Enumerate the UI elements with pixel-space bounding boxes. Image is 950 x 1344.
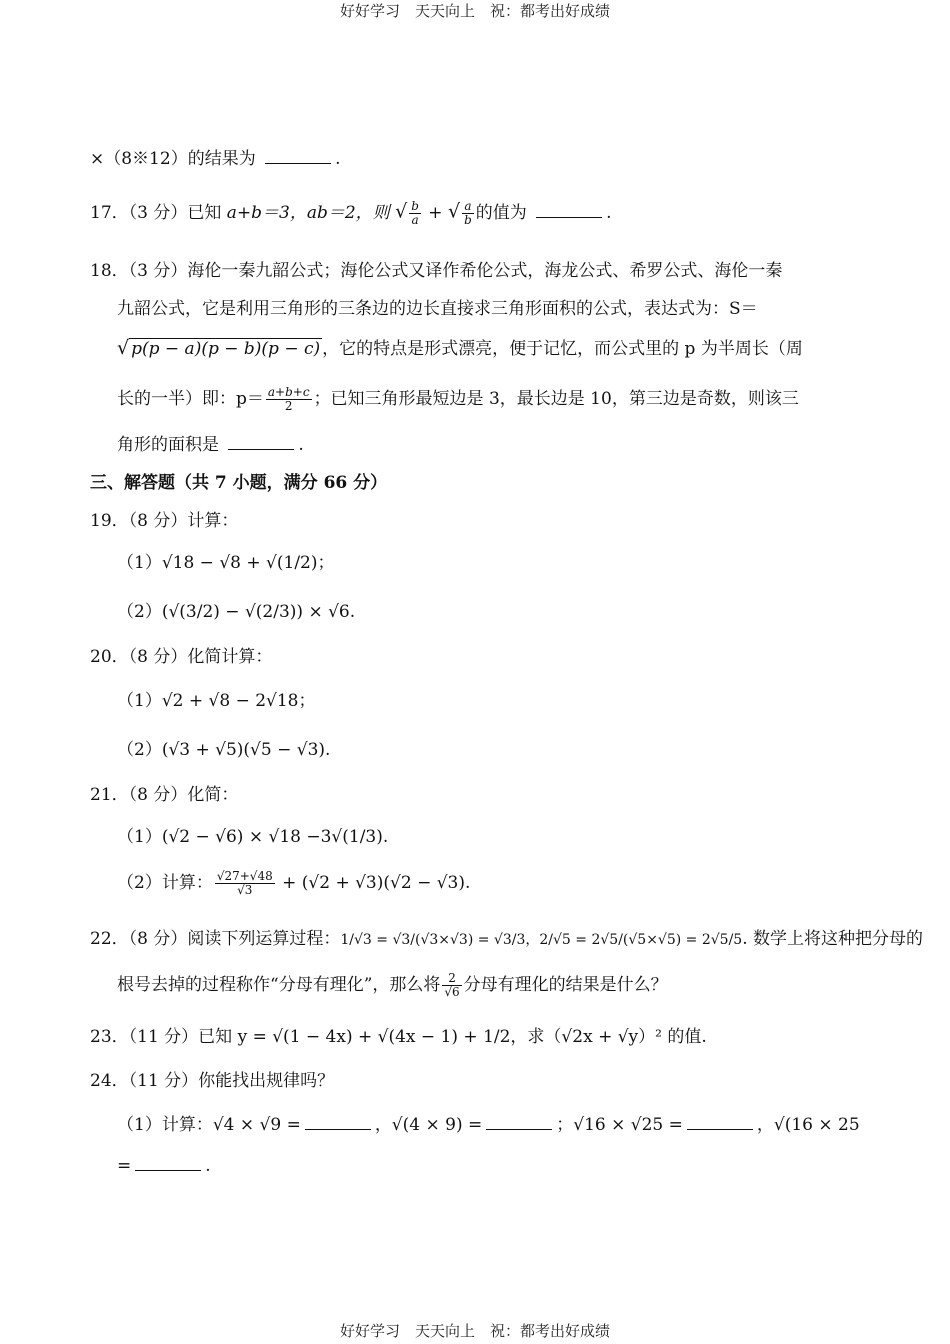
question-18-line-4: 长的一半）即：p＝ $\frac{a+b+c}{2}$ ；已知三角形最短边是 3，最长边是 10，第三边是奇数，则该三 bbox=[117, 385, 799, 413]
question-20-part-2: （2）(√3 + √5)(√5 − √3). bbox=[117, 740, 331, 760]
question-21-title: 21．（8 分）化简： bbox=[90, 785, 239, 805]
sqrt-b-over-a: √ $\frac{b}{a}$ bbox=[395, 199, 419, 227]
question-24-part-1: （1）计算：√4 × √9 = ，√(4 × 9) = ；√16 × √25 = ，√(16 × 25 bbox=[117, 1115, 860, 1135]
answer-blank[interactable] bbox=[305, 1115, 371, 1130]
question-22-line-1: 22．（8 分）阅读下列运算过程：1/√3 = √3/(√3×√3) = √3/3，2/√5 = 2√5/(√5×√5) = 2√5/5. 数学上将这种把分母的 bbox=[90, 929, 924, 949]
question-21-part-1: （1）(√2 − √6) × √18 −3√(1/3). bbox=[117, 827, 389, 847]
page-header: 好好学习 天天向上 祝：都考出好成绩 bbox=[339, 2, 610, 20]
radical-fraction: $\frac{√27+√48}{√3}$ bbox=[216, 869, 273, 897]
question-22-line-2: 根号去掉的过程称作“分母有理化”，那么将 $\frac{2}{√6}$ 分母有理化的结果是什么？ bbox=[117, 971, 668, 999]
answer-blank[interactable] bbox=[687, 1115, 753, 1130]
heron-formula: √ p(p − a)(p − b)(p − c) bbox=[117, 337, 321, 359]
question-20-part-1: （1）√2 + √8 − 2√18； bbox=[117, 691, 316, 711]
answer-blank[interactable] bbox=[135, 1156, 201, 1171]
question-17: 17．（3 分）已知 a+b＝3，ab＝2，则 √ $\frac{b}{a}$ + √ $\frac{a}{b}$ 的值为 . bbox=[90, 199, 612, 227]
question-19-part-2: （2）(√(3/2) − √(2/3)) × √6. bbox=[117, 602, 356, 622]
rationalization-example: 1/√3 = √3/(√3×√3) = √3/3，2/√5 = 2√5/(√5×√5) = 2√5/5 bbox=[340, 932, 743, 948]
question-19-title: 19．（8 分）计算： bbox=[90, 511, 239, 531]
question-23: 23．（11 分）已知 y = √(1 − 4x) + √(4x − 1) + 1/2，求（√2x + √y）² 的值. bbox=[90, 1027, 707, 1047]
question-21-part-2: （2）计算： $\frac{√27+√48}{√3}$ + (√2 + √3)(√2 − √3). bbox=[117, 869, 471, 897]
question-24-title: 24．（11 分）你能找出规律吗？ bbox=[90, 1071, 335, 1091]
answer-blank[interactable] bbox=[228, 435, 294, 450]
question-18-line-1: 18．（3 分）海伦一秦九韶公式；海伦公式又译作希伦公式，海龙公式、希罗公式、海伦一秦 bbox=[90, 261, 783, 281]
two-over-root-six: $\frac{2}{√6}$ bbox=[444, 971, 460, 999]
question-20-title: 20．（8 分）化简计算： bbox=[90, 647, 273, 667]
question-19-part-1: （1）√18 − √8 + √(1/2)； bbox=[117, 553, 335, 573]
question-18-line-5: 角形的面积是 . bbox=[117, 435, 304, 455]
answer-blank[interactable] bbox=[265, 149, 331, 164]
page-footer: 好好学习 天天向上 祝：都考出好成绩 bbox=[339, 1322, 610, 1340]
sqrt-a-over-b: √ $\frac{a}{b}$ bbox=[447, 199, 472, 227]
question-18-line-2: 九韶公式，它是利用三角形的三条边的边长直接求三角形面积的公式，表达式为：S＝ bbox=[117, 299, 758, 319]
answer-blank[interactable] bbox=[486, 1115, 552, 1130]
question-16-tail: ×（8※12）的结果为 . bbox=[90, 149, 341, 169]
half-perimeter-fraction: $\frac{a+b+c}{2}$ bbox=[267, 385, 310, 413]
section-heading: 三、解答题（共 7 小题，满分 66 分） bbox=[90, 473, 388, 493]
question-18-line-3: √ p(p − a)(p − b)(p − c) ，它的特点是形式漂亮，便于记忆，而公式里的 p 为半周长（周 bbox=[117, 337, 803, 359]
question-24-part-1-continued: = . bbox=[117, 1156, 211, 1176]
answer-blank[interactable] bbox=[536, 203, 602, 218]
